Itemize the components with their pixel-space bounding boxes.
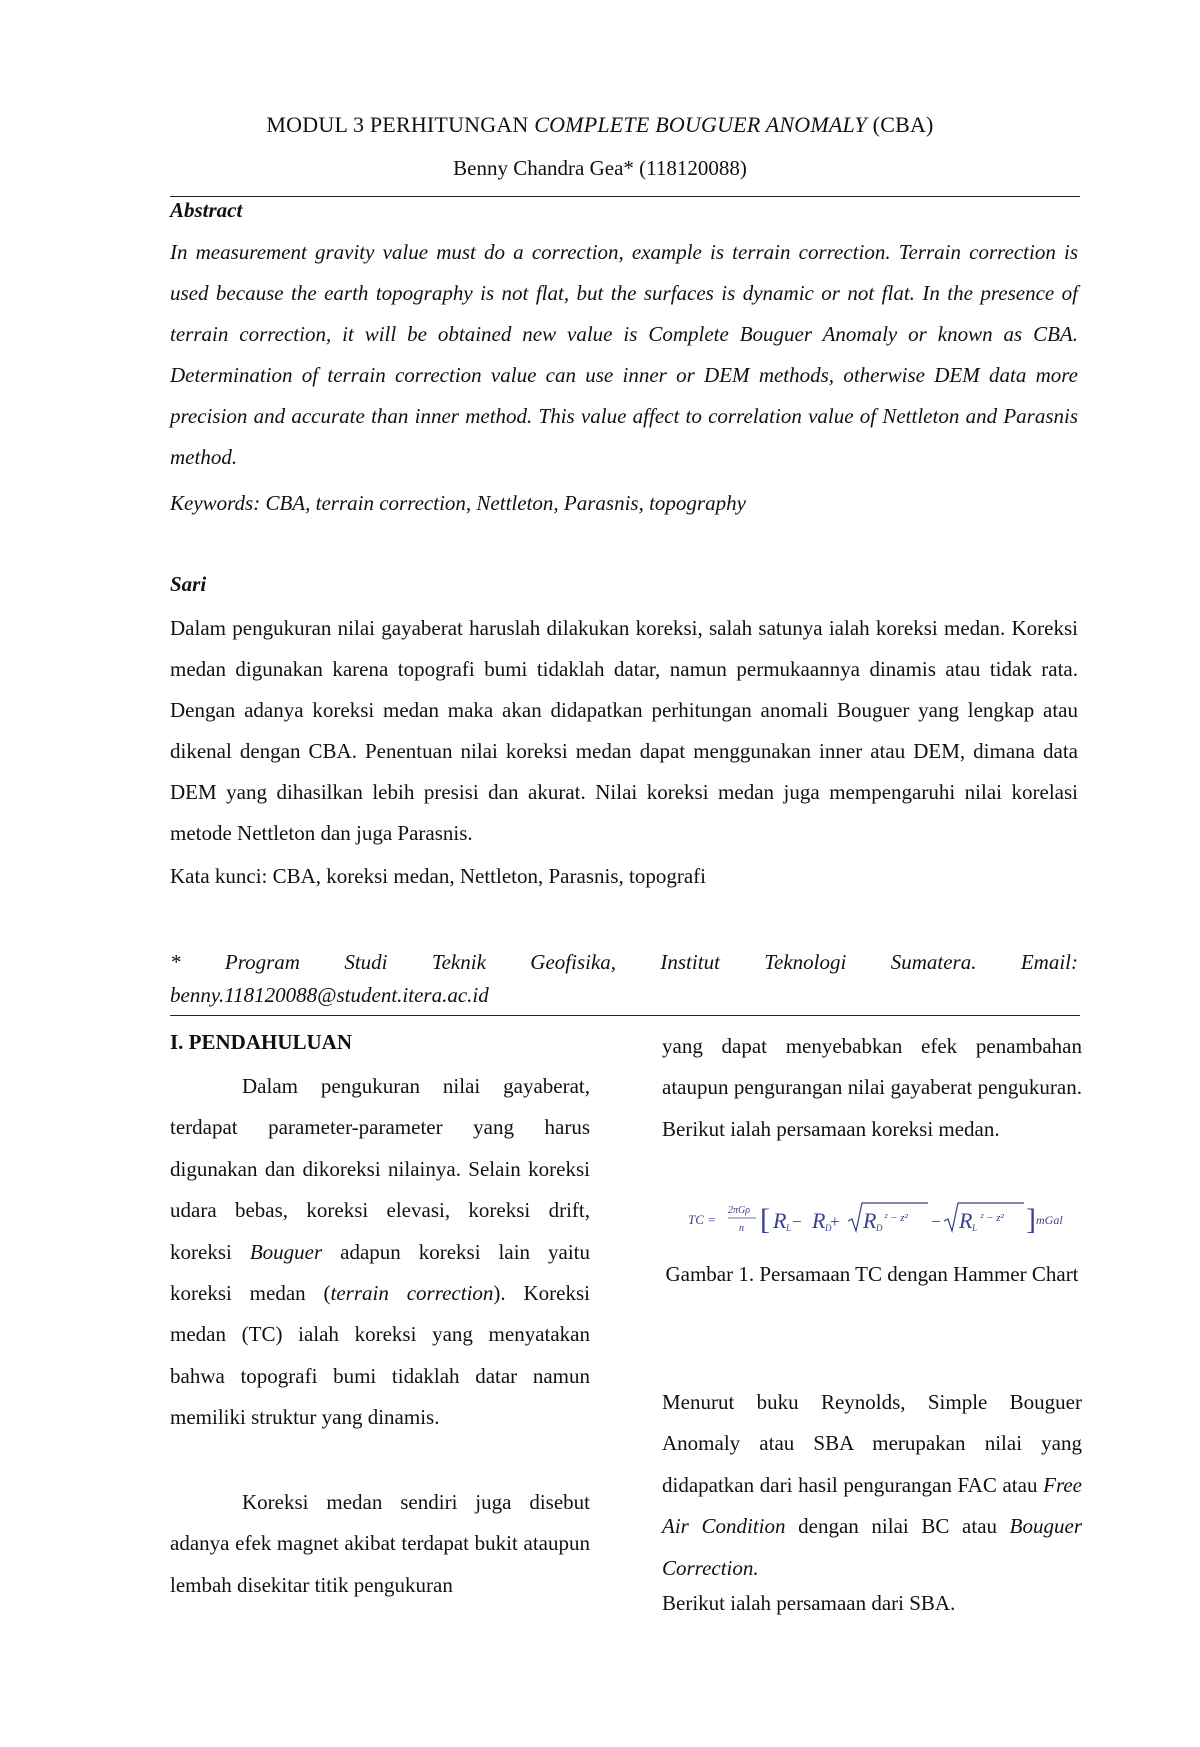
p1-text-a: Dalam pengukuran nilai gayaberat, terdapat parameter-parameter yang harus digunakan dan dikoreksi nilainya. Selain koreksi udara bebas, koreksi elevasi, koreksi drift, koreksi xyxy=(170,1074,590,1264)
p2-text-b: dengan nilai BC atau xyxy=(785,1514,1010,1539)
p1-text-c: ). Koreksi medan (TC) ialah koreksi yang menyatakan bahwa topografi bumi tidaklah datar namun memiliki struktur yang dinamis. xyxy=(170,1281,590,1430)
section-heading-pendahuluan: I. PENDAHULUAN xyxy=(170,1030,353,1054)
eq-r1-sub: L xyxy=(786,1223,792,1233)
right-paragraph-1: yang dapat menyebabkan efek penambahan ataupun pengurangan nilai gayaberat pengukuran. Berikut ialah persamaan koreksi medan. xyxy=(662,1034,1082,1141)
author-line: Benny Chandra Gea* (118120088) xyxy=(453,156,747,180)
pendahuluan-paragraph-2: Koreksi medan sendiri juga disebut adanya efek magnet akibat terdapat bukit ataupun lembah disekitar titik pengukuran xyxy=(170,1490,590,1597)
p2-italic-fac: Free Air Condition xyxy=(662,1472,1082,1539)
eq-sq2-sub: L xyxy=(972,1223,978,1233)
tc-equation-figure xyxy=(688,1199,1078,1239)
sari-heading: Sari xyxy=(170,572,207,596)
affiliation-email: benny.118120088@student.itera.ac.id xyxy=(170,983,489,1007)
right-paragraph-3: Berikut ialah persamaan dari SBA. xyxy=(662,1591,956,1615)
eq-sq2-term: ² − z² xyxy=(980,1212,1004,1224)
title-suffix: (CBA) xyxy=(866,112,934,137)
p2-italic-bc: Bouguer Correction. xyxy=(662,1514,1082,1580)
eq-sq2: R xyxy=(959,1208,973,1233)
eq-sq1: R xyxy=(863,1208,877,1233)
p1-italic-terrain: terrain correction xyxy=(330,1281,494,1306)
abstract-body: In measurement gravity value must do a correction, example is terrain correction. Terrain correction is used because the earth topography is not flat, but the surfaces is dynamic or not flat. In the presence of terrain correction, it will be obtained new value is Complete Bouguer Anomaly or known as CBA. Determination of terrain correction value can use inner or DEM methods, otherwise DEM data more precision and accurate than inner method. This value affect to correlation value of Nettleton and Parasnis method. xyxy=(170,240,1078,469)
abstract-heading: Abstract xyxy=(170,198,243,222)
eq-frac-den: n xyxy=(739,1223,744,1234)
eq-sq1-term: ² − z² xyxy=(884,1212,908,1224)
affiliation-rule xyxy=(170,1015,1080,1016)
eq-unit: mGal xyxy=(1036,1213,1063,1227)
eq-lhs: TC = xyxy=(688,1212,716,1227)
abstract-keywords: Keywords: CBA, terrain correction, Nettleton, Parasnis, topography xyxy=(170,491,746,515)
svg-text:−: − xyxy=(931,1212,941,1231)
figure-caption: Gambar 1. Persamaan TC dengan Hammer Chart xyxy=(665,1262,1079,1286)
p1-italic-bouguer: Bouguer xyxy=(249,1239,323,1264)
p2-text-a: Menurut buku Reynolds, Simple Bouguer Anomaly atau SBA merupakan nilai yang didapatkan dari hasil pengurangan FAC atau xyxy=(662,1390,1082,1497)
tc-equation xyxy=(688,1199,1078,1239)
right-paragraph-2 xyxy=(662,1382,1082,1589)
title-prefix: MODUL 3 PERHITUNGAN xyxy=(266,112,535,137)
eq-sq1-sub: D xyxy=(876,1223,883,1233)
eq-r2-sub: D xyxy=(825,1223,832,1233)
svg-text:[: [ xyxy=(760,1203,770,1236)
header-rule xyxy=(170,196,1080,197)
pendahuluan-paragraph-1 xyxy=(170,1066,590,1439)
svg-text:]: ] xyxy=(1026,1203,1036,1236)
sari-keywords: Kata kunci: CBA, koreksi medan, Nettleton, Parasnis, topografi xyxy=(170,864,706,888)
eq-frac-num: 2πGρ xyxy=(728,1205,751,1216)
eq-r1: R xyxy=(773,1208,787,1233)
affiliation-line1: * Program Studi Teknik Geofisika, Institut Teknologi Sumatera. Email: xyxy=(170,950,1078,974)
eq-minus: − xyxy=(792,1212,802,1231)
p1-text-b: adapun koreksi lain yaitu koreksi medan ( xyxy=(170,1239,590,1306)
title-italic: COMPLETE BOUGUER ANOMALY xyxy=(534,112,867,137)
sari-body: Dalam pengukuran nilai gayaberat haruslah dilakukan koreksi, salah satunya ialah koreksi medan. Koreksi medan digunakan karena topografi bumi tidaklah datar, namun permukaannya dinamis atau tidak rata. Dengan adanya koreksi medan maka akan didapatkan perhitungan anomali Bouguer yang lengkap atau dikenal dengan CBA. Penentuan nilai koreksi medan dapat menggunakan inner atau DEM, dimana data DEM yang dihasilkan lebih presisi dan akurat. Nilai koreksi medan juga mempengaruhi nilai korelasi metode Nettleton dan juga Parasnis. xyxy=(170,616,1078,845)
eq-r2: R xyxy=(812,1208,826,1233)
eq-plus: + xyxy=(830,1212,840,1231)
paper-title xyxy=(0,112,1200,138)
